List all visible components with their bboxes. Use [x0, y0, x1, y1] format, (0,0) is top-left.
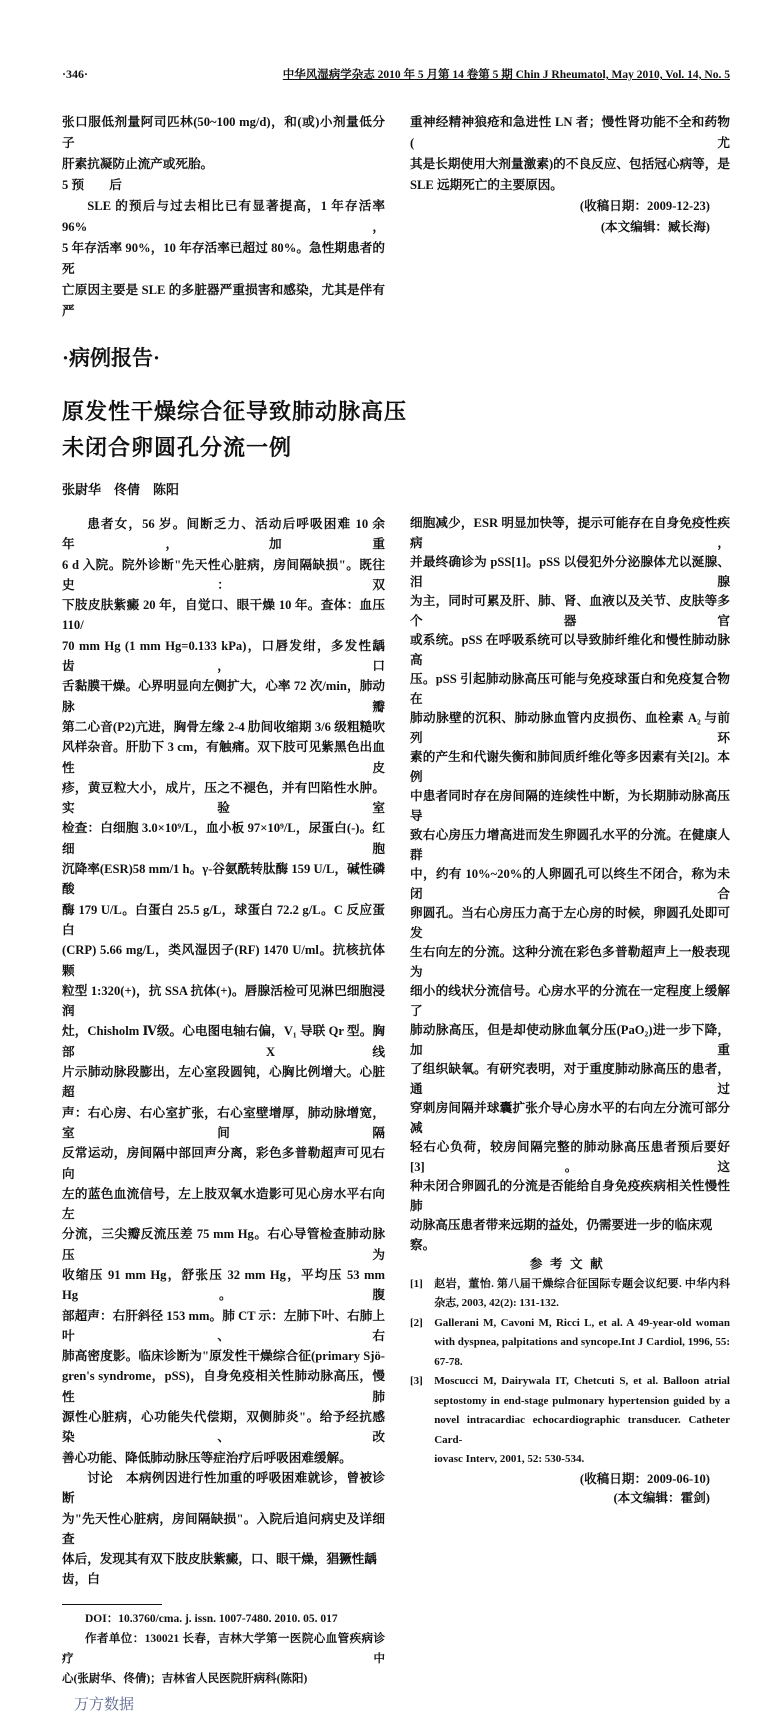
- paragraph-line: 细小的线状分流信号。心房水平的分流在一定程度上缓解了: [410, 984, 730, 1018]
- paragraph-line: 为"先天性心脏病，房间隔缺损"。入院后追问病史及详细查: [62, 1511, 385, 1546]
- paragraph-line: 片示肺动脉段膨出，左心室段圆钝，心胸比例增大。心脏超: [62, 1065, 385, 1100]
- page-number: ·346·: [62, 67, 89, 81]
- reference-text: 杂志, 2003, 42(2): 131-132.: [434, 1297, 559, 1309]
- reference-text: with dyspnea, palpitations and syncope.Int J Cardiol, 1996, 55:: [434, 1336, 730, 1348]
- paragraph-line: 声：右心房、右心室扩张，右心室壁增厚，肺动脉增宽，室间隔: [62, 1105, 385, 1140]
- paragraph-line: 6 d 入院。院外诊断"先天性心脏病，房间隔缺损"。既往史：双: [62, 557, 385, 592]
- journal-header: 中华风湿病学杂志 2010 年 5 月第 14 卷第 5 期 Chin J Rheumatol, May 2010, Vol. 14, No. 5: [282, 69, 730, 81]
- paragraph-line: 其是长期使用大剂量激素)的不良反应、包括冠心病等，是: [410, 157, 730, 171]
- previous-article-left-column: [62, 112, 385, 322]
- paragraph-line: 素的产生和代谢失衡和肺间质纤维化等多因素有关[2]。本例: [410, 750, 730, 784]
- paragraph-line: 部超声：右肝斜径 153 mm。肺 CT 示：左肺下叶、右肺上叶、右: [62, 1308, 385, 1343]
- footnote-divider: [62, 1604, 162, 1605]
- paragraph-line: 压。pSS 引起肺动脉高压可能与免疫球蛋白和免疫复合物在: [410, 672, 730, 706]
- reference-number: [1]: [410, 1277, 423, 1290]
- paragraph-line: 卵圆孔。当右心房压力高于左心房的时候，卵圆孔处即可发: [410, 906, 730, 940]
- paragraph-line: 善心功能、降低肺动脉压等症治疗后呼吸困难缓解。: [62, 1450, 352, 1465]
- paragraph-line: 并最终确诊为 pSS[1]。pSS 以侵犯外分泌腺体尤以涎腺、泪腺: [410, 555, 730, 589]
- editor-credit: (本文编辑：霍剑): [613, 1491, 710, 1505]
- paragraph-line: 风样杂音。肝肋下 3 cm，有触痛。双下肢可见紫黑色出血性皮: [62, 740, 385, 775]
- paragraph-line: 肺高密度影。临床诊断为"原发性干燥综合征(primary Sjö-: [62, 1349, 385, 1364]
- paragraph-line: 种未闭合卵圆孔的分流是否能给自身免疫疾病相关性慢性肺: [410, 1179, 730, 1213]
- paragraph-line: 重神经精神狼疮和急进性 LN 者；慢性肾功能不全和药物(尤: [410, 115, 730, 150]
- received-date: (收稿日期：2009-06-10): [579, 1471, 710, 1486]
- paragraph-line: 分流，三尖瓣反流压差 75 mm Hg。右心导管检查肺动脉压为: [62, 1227, 385, 1262]
- reference-text: iovasc Interv, 2001, 52: 530-534.: [434, 1453, 585, 1465]
- article-left-column: [62, 514, 385, 1590]
- reference-text: 67-78.: [434, 1355, 463, 1368]
- paragraph-line: 反常运动，房间隔中部回声分离，彩色多普勒超声可见右向: [62, 1146, 385, 1181]
- paragraph-line: gren's syndrome，pSS)，自身免疫相关性肺动脉高压，慢性肺: [62, 1369, 385, 1404]
- received-date: (收稿日期：2009-12-23): [579, 199, 710, 213]
- reference-line: [410, 1450, 730, 1470]
- paragraph-line: 源性心脏病，心功能失代偿期，双侧肺炎"。给予经抗感染、改: [62, 1410, 385, 1445]
- author-affiliation: 心(张尉华、佟倩)；吉林省人民医院肝病科(陈阳): [62, 1672, 308, 1685]
- paragraph-line: 灶，Chisholm Ⅳ级。心电图电轴右偏，V₁ 导联 Qr 型。胸部 X 线: [62, 1024, 385, 1059]
- references-heading: 参考文献: [529, 1257, 611, 1271]
- reference-line: [410, 1275, 730, 1295]
- editor-credit: (本文编辑：臧长海): [600, 220, 710, 234]
- paragraph-line: 疹，黄豆粒大小，成片，压之不褪色，并有凹陷性水肿。实验室: [62, 780, 385, 816]
- paragraph-line: 70 mm Hg (1 mm Hg=0.133 kPa)，口唇发绀，多发性龋齿，口: [62, 638, 385, 674]
- reference-line: [410, 1353, 730, 1373]
- paragraph-line: 穿刺房间隔并球囊扩张介导心房水平的右向左分流可部分减: [410, 1101, 730, 1135]
- footnote: [62, 1609, 385, 1689]
- author-affiliation: 作者单位：130021 长春，吉林大学第一医院心血管疾病诊疗中: [62, 1632, 385, 1665]
- paragraph-line: 下肢皮肤紫癜 20 年，自觉口、眼干燥 10 年。查体：血压 110/: [62, 598, 385, 633]
- paragraph-line: 轻右心负荷，较房间隔完整的肺动脉高压患者预后要好[3]。这: [410, 1140, 730, 1174]
- article-left-area: [62, 514, 385, 1714]
- reference-number: [2]: [410, 1316, 423, 1329]
- paragraph-line: 舌黏膜干燥。心界明显向左侧扩大，心率 72 次/min，肺动脉瓣: [62, 679, 385, 714]
- paragraph-line: 中，约有 10%~20%的人卵圆孔可以终生不闭合，称为未闭合: [410, 867, 730, 901]
- paragraph-line: (CRP) 5.66 mg/L，类风湿因子(RF) 1470 U/ml。抗核抗体颗: [62, 943, 385, 978]
- paragraph-line: 亡原因主要是 SLE 的多脏器严重损害和感染，尤其是伴有严: [62, 283, 385, 318]
- article-right-column: [410, 514, 730, 1714]
- reference-line: [410, 1372, 730, 1392]
- article-authors: 张尉华 佟倩 陈阳: [62, 482, 180, 497]
- doi: DOI：10.3760/cma. j. issn. 1007-7480. 2010. 05. 017: [85, 1612, 338, 1625]
- paragraph-line: 体后，发现其有双下肢皮肤紫癜，口、眼干燥，猖獗性龋齿，白: [62, 1552, 377, 1587]
- paragraph-line: SLE 的预后与过去相比已有显著提高，1 年存活率 96%，: [62, 199, 385, 234]
- paragraph-line: 收缩压 91 mm Hg，舒张压 32 mm Hg，平均压 53 mm Hg。腹: [62, 1267, 385, 1303]
- previous-article-right-column: [410, 112, 730, 322]
- reference-line: [410, 1314, 730, 1334]
- paragraph-line: 左的蓝色血流信号，左上肢双氧水造影可见心房水平右向左: [62, 1186, 385, 1222]
- paragraph-line: 肺动脉高压，但是却使动脉血氧分压(PaO₂)进一步下降，加重: [410, 1023, 730, 1057]
- paragraph-line: 5 年存活率 90%，10 年存活率已超过 80%。急性期患者的死: [62, 241, 385, 276]
- section-heading: 5 预 后: [62, 178, 122, 192]
- reference-text: septostomy in end-stage pulmonary hypertension guided by a: [434, 1394, 730, 1407]
- paragraph-line: 肝素抗凝防止流产或死胎。: [62, 157, 214, 171]
- paragraph-line: 患者女，56 岁。间断乏力、活动后呼吸困难 10 余年，加重: [62, 517, 385, 552]
- paragraph-line: 为主，同时可累及肝、肺、肾、血液以及关节、皮肤等多个器官: [410, 594, 730, 628]
- previous-article: [62, 112, 730, 322]
- article-title-line-1: 原发性干燥综合征导致肺动脉高压: [62, 399, 408, 424]
- paragraph-line: 检查：白细胞 3.0×10⁹/L，血小板 97×10⁹/L，尿蛋白(-)。红细胞: [62, 821, 385, 856]
- paragraph-line: 致右心房压力增高进而发生卵圆孔水平的分流。在健康人群: [410, 828, 730, 862]
- paragraph-line: 生右向左的分流。这种分流在彩色多普勒超声上一般表现为: [410, 945, 730, 979]
- running-header: [62, 66, 730, 112]
- paragraph-line: 酶 179 U/L。白蛋白 25.5 g/L，球蛋白 72.2 g/L。C 反应蛋白: [62, 902, 385, 937]
- paragraph-line: 肺动脉壁的沉积、肺动脉血管内皮损伤、血栓素 A₂ 与前列环: [410, 711, 730, 745]
- paragraph-line: 第二心音(P2)亢进，胸骨左缘 2-4 肋间收缩期 3/6 级粗糙吹: [62, 719, 385, 734]
- paragraph-line: 了组织缺氧。有研究表明，对于重度肺动脉高压的患者，通过: [410, 1062, 730, 1096]
- reference-text: 赵岩，董怡. 第八届干燥综合征国际专题会议纪要. 中华内科: [434, 1277, 730, 1290]
- paragraph-line: 动脉高压患者带来远期的益处，仍需要进一步的临床观察。: [410, 1218, 713, 1252]
- paragraph-line: 讨论 本病例因进行性加重的呼吸困难就诊，曾被诊断: [62, 1470, 385, 1506]
- paragraph-line: 张口服低剂量阿司匹林(50~100 mg/d)，和(或)小剂量低分子: [62, 115, 385, 150]
- paragraph-line: 细胞减少，ESR 明显加快等，提示可能存在自身免疫性疾病，: [410, 516, 730, 550]
- reference-text: Gallerani M, Cavoni M, Ricci L, et al. A 49-year-old woman: [434, 1316, 730, 1329]
- reference-line: [410, 1392, 730, 1412]
- reference-line: [410, 1294, 730, 1314]
- article-body: [62, 514, 730, 1714]
- article-title-line-2: 未闭合卵圆孔分流一例: [62, 435, 293, 460]
- section-tag: ·病例报告·: [62, 346, 161, 370]
- reference-text: Moscucci M, Dairywala IT, Chetcuti S, et al. Balloon atrial: [434, 1375, 730, 1387]
- paragraph-line: SLE 远期死亡的主要原因。: [410, 178, 563, 192]
- paragraph-line: 中患者同时存在房间隔的连续性中断，为长期肺动脉高压导: [410, 789, 730, 823]
- paragraph-line: 或系统。pSS 在呼吸系统可以导致肺纤维化和慢性肺动脉高: [410, 633, 730, 667]
- reference-line: [410, 1411, 730, 1450]
- reference-line: [410, 1333, 730, 1353]
- wanfang-watermark: 万方数据: [74, 1694, 135, 1713]
- paragraph-line: 粒型 1:320(+)，抗 SSA 抗体(+)。唇腺活检可见淋巴细胞浸润: [62, 983, 385, 1019]
- reference-text: novel intracardiac echocardiographic transducer. Catheter Card-: [434, 1414, 730, 1446]
- paragraph-line: 沉降率(ESR)58 mm/1 h。γ-谷氨酰转肽酶 159 U/L，碱性磷酸: [62, 862, 385, 897]
- reference-number: [3]: [410, 1375, 423, 1387]
